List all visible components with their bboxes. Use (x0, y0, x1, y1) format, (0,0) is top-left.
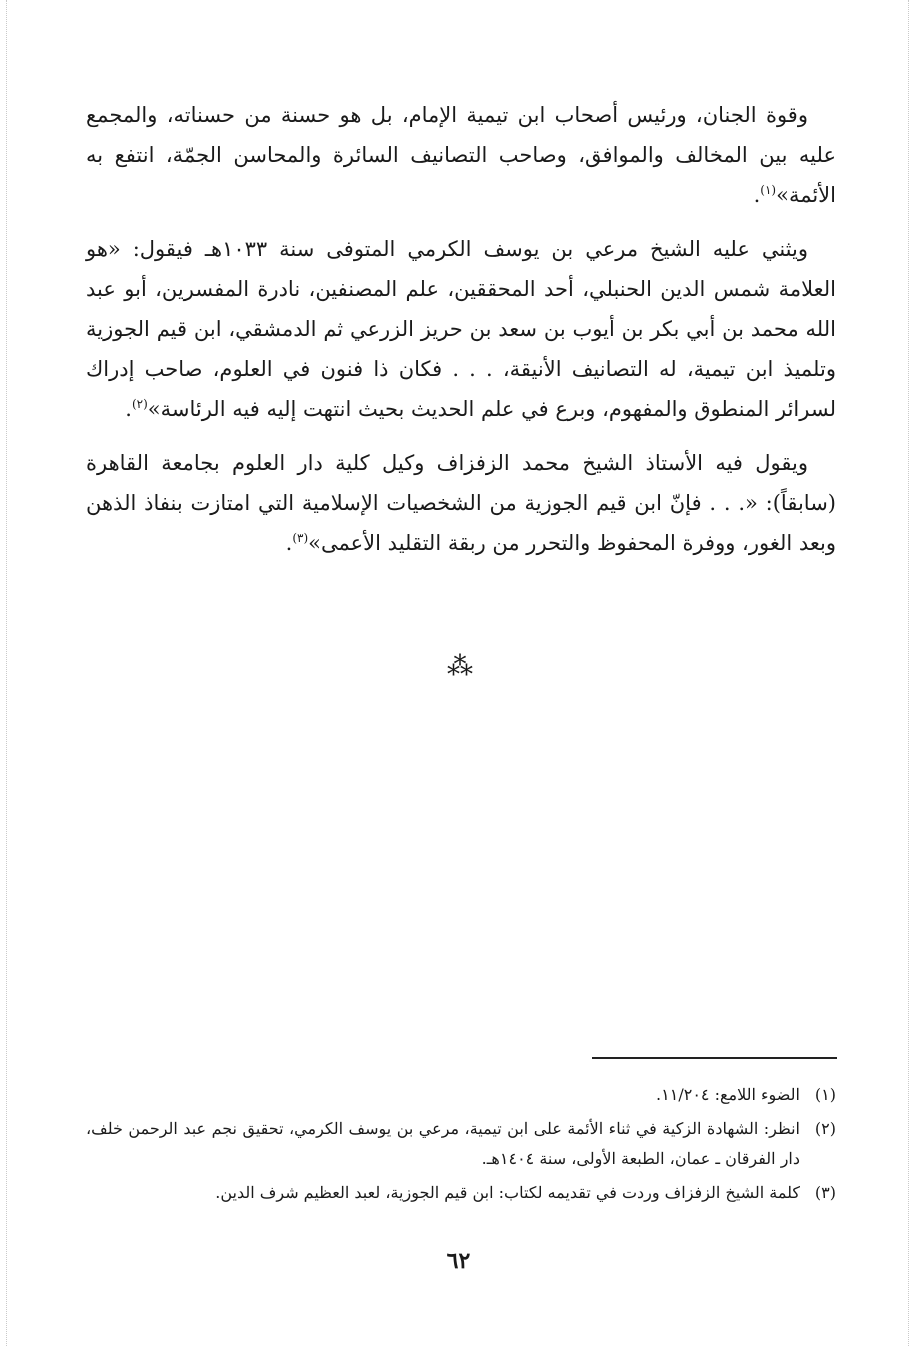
paragraph-3-text: ويقول فيه الأستاذ الشيخ محمد الزفزاف وكيل كلية دار العلوم بجامعة القاهرة (سابقاً): «. . . فإنّ ابن قيم الجوزية من الشخصيات الإسلامية التي امتازت بنفاذ الذهن وبعد الغور، ووفرة المحفوظ والتحرر من ربقة التقليد الأعمى» (86, 451, 836, 555)
page-number: ٦٢ (446, 1248, 471, 1274)
paragraph-3-tail: . (285, 530, 293, 555)
paragraph-1 (86, 96, 836, 215)
footnote-1 (86, 1080, 836, 1110)
footnote-number: (١) (814, 1085, 836, 1104)
footnotes (86, 1080, 836, 1208)
footnote-ref-1: (١) (760, 182, 777, 197)
paragraph-2-text: ويثني عليه الشيخ مرعي بن يوسف الكرمي المتوفى سنة ١٠٣٣هـ فيقول: «هو العلامة شمس الدين الحنبلي، أحد المحققين، علم المصنفين، نادرة المفسرين، أبو عبد الله محمد بن أبي بكر بن أيوب بن سعد بن حريز الزرعي ثم الدمشقي، ابن قيم الجوزية وتلميذ ابن تيمية، له التصانيف الأنيقة، . . . فكان ذا فنون في العلوم، صاحب إدراك لسرائر المنطوق والمفهوم، وبرع في علم الحديث بحيث انتهت إليه فيه الرئاسة» (86, 237, 836, 421)
paragraph-3 (86, 444, 836, 563)
footnote-3 (86, 1178, 836, 1208)
footnote-text: الضوء اللامع: ١١/٢٠٤. (656, 1085, 800, 1104)
body-text (86, 96, 836, 564)
footnote-ref-2: (٢) (131, 396, 148, 411)
paragraph-2-tail: . (125, 396, 132, 421)
footnote-ref-3: (٣) (292, 530, 309, 545)
paragraph-2 (86, 230, 836, 429)
paragraph-1-tail: . (753, 182, 761, 207)
footnote-2 (86, 1114, 836, 1174)
footnote-text: كلمة الشيخ الزفزاف وردت في تقديمه لكتاب: ابن قيم الجوزية، لعبد العظيم شرف الدين. (215, 1183, 800, 1202)
footnote-number: (٢) (814, 1119, 836, 1138)
section-separator: ⁂ (447, 652, 470, 682)
paragraph-1-text: وقوة الجنان، ورئيس أصحاب ابن تيمية الإمام، بل هو حسنة من حسناته، والمجمع عليه بين المخالف والموافق، وصاحب التصانيف السائرة والمحاسن الجمّة، انتفع به الأئمة» (86, 103, 836, 207)
footnote-text: انظر: الشهادة الزكية في ثناء الأئمة على ابن تيمية، مرعي بن يوسف الكرمي، تحقيق نجم عبد الرحمن خلف، دار الفرقان ـ عمان، الطبعة الأولى، سنة ١٤٠٤هـ. (86, 1119, 801, 1168)
footnote-number: (٣) (814, 1183, 836, 1202)
footnote-divider (592, 1057, 837, 1059)
